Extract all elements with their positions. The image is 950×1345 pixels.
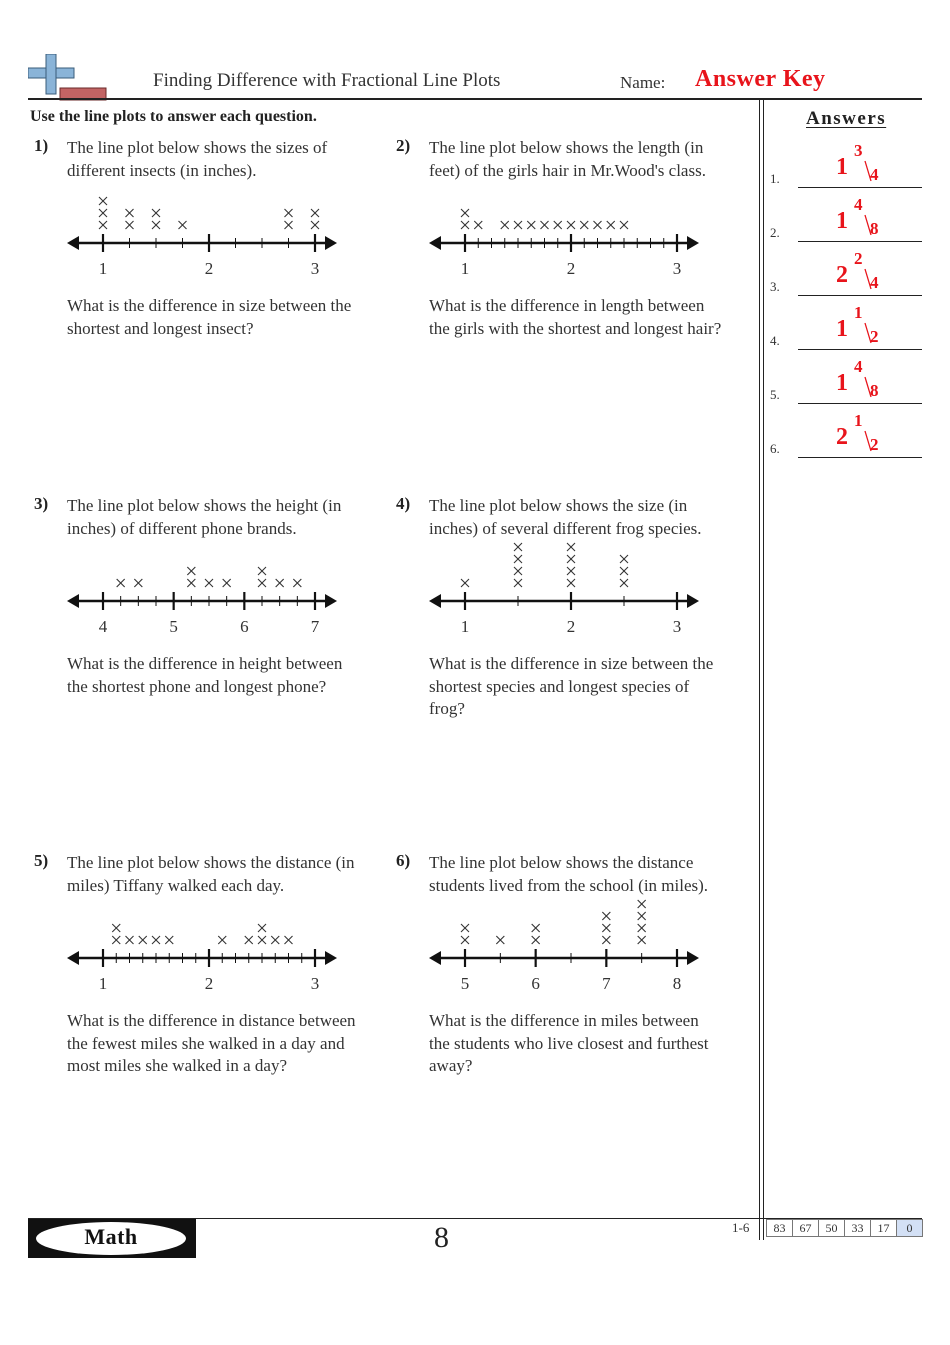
tick-label: 2 <box>204 259 214 278</box>
axis-arrow-right <box>687 951 699 965</box>
tick-label: 1 <box>460 259 470 278</box>
plot-x-mark <box>638 936 646 944</box>
plot-x-mark <box>258 936 266 944</box>
answer-denominator: 8 <box>870 219 879 238</box>
axis-arrow-right <box>325 951 337 965</box>
plot-x-mark <box>134 579 142 587</box>
answer-denominator: 2 <box>870 435 879 454</box>
question-prompt-line: The line plot below shows the distance (in <box>67 853 355 872</box>
tick-label: 7 <box>310 617 320 636</box>
question-prompt-line: The line plot below shows the distance <box>429 853 694 872</box>
question-prompt-line: students lived from the school (in miles). <box>429 875 709 895</box>
tick-label: 6 <box>240 617 249 636</box>
plot-x-mark <box>99 221 107 229</box>
answer-key-label: Answer Key <box>695 66 826 92</box>
score-cell: 17 <box>871 1220 897 1237</box>
plot-x-mark <box>461 221 469 229</box>
tick-label: 1 <box>98 974 108 993</box>
question-number: 2) <box>396 136 411 155</box>
score-cell: 0 <box>897 1220 923 1237</box>
plot-x-mark <box>285 936 293 944</box>
plot-x-mark <box>258 567 266 575</box>
tick-label: 7 <box>602 974 611 993</box>
answer-row <box>768 409 924 463</box>
answer-number: 3. <box>770 279 780 294</box>
tick-label: 2 <box>566 259 576 278</box>
plot-x-mark <box>554 221 562 229</box>
question-prompt-line: inches) of different phone brands. <box>67 518 297 538</box>
plot-x-mark <box>567 555 575 563</box>
plot-x-mark <box>126 221 134 229</box>
plot-x-mark <box>514 567 522 575</box>
question-ask-line: shortest species and longest species of <box>429 676 690 696</box>
plot-x-mark <box>276 579 284 587</box>
question-prompt-line: inches) of several different frog species. <box>429 518 702 538</box>
answer-number: 4. <box>770 333 780 348</box>
answer-line <box>798 403 922 404</box>
question-prompt-line: different insects (in inches). <box>67 160 257 180</box>
answer-line <box>798 295 922 296</box>
question-ask-line: away? <box>429 1056 473 1075</box>
answer-whole: 1 <box>836 370 848 396</box>
plot-x-mark <box>514 579 522 587</box>
tick-label: 3 <box>310 259 320 278</box>
plot-x-mark <box>187 579 195 587</box>
answer-line <box>798 349 922 350</box>
line-plot <box>427 136 702 286</box>
tick-label: 1 <box>460 617 470 636</box>
answer-whole: 2 <box>836 262 848 288</box>
question-ask-line: What is the difference in miles between <box>429 1011 699 1030</box>
answer-row <box>768 193 924 247</box>
math-label: Math <box>84 1224 138 1249</box>
score-range-label: 1-6 <box>732 1220 750 1235</box>
line-plot <box>65 136 340 286</box>
question-number: 4) <box>396 494 411 513</box>
tick-label: 1 <box>98 259 108 278</box>
question-prompt-line: The line plot below shows the size (in <box>429 496 688 515</box>
answer-number: 2. <box>770 225 780 240</box>
question-ask-line: What is the difference in distance between <box>67 1011 356 1030</box>
worksheet-title: Finding Difference with Fractional Line Plots <box>153 70 501 91</box>
question-ask-line: most miles she walked in a day? <box>67 1056 288 1075</box>
question-ask-line: the students who live closest and furthest <box>429 1033 709 1053</box>
tick-label: 6 <box>531 974 540 993</box>
answer-denominator: 2 <box>870 327 879 346</box>
line-plot <box>65 494 340 644</box>
answer-whole: 1 <box>836 316 848 342</box>
plot-x-mark <box>514 221 522 229</box>
tick-label: 2 <box>204 974 214 993</box>
score-cell: 83 <box>767 1220 793 1237</box>
plot-x-mark <box>638 900 646 908</box>
plot-x-mark <box>567 579 575 587</box>
question-number: 3) <box>34 494 49 513</box>
plot-x-mark <box>514 555 522 563</box>
axis-arrow-right <box>325 594 337 608</box>
question-ask-line: What is the difference in length between <box>429 296 705 315</box>
math-cross-logo-icon <box>28 54 108 102</box>
answers-title: Answers <box>806 108 887 129</box>
axis-arrow-right <box>687 236 699 250</box>
answers-column-divider <box>759 100 760 1240</box>
plot-x-mark <box>165 936 173 944</box>
plot-x-mark <box>501 221 509 229</box>
answers-column-divider-inner <box>763 100 764 1240</box>
answer-whole: 2 <box>836 424 848 450</box>
answer-numerator: 1 <box>854 303 863 322</box>
plot-x-mark <box>223 579 231 587</box>
answer-row <box>768 139 924 193</box>
plot-x-mark <box>496 936 504 944</box>
tick-label: 4 <box>98 617 108 636</box>
axis-arrow-left <box>67 951 79 965</box>
question-ask-line: the fewest miles she walked in a day and <box>67 1033 345 1053</box>
tick-label: 3 <box>672 259 682 278</box>
score-cell: 33 <box>845 1220 871 1237</box>
plot-x-mark <box>112 936 120 944</box>
plot-x-mark <box>541 221 549 229</box>
plot-x-mark <box>527 221 535 229</box>
axis-arrow-left <box>67 236 79 250</box>
plot-x-mark <box>638 912 646 920</box>
tick-label: 3 <box>310 974 320 993</box>
plot-x-mark <box>179 221 187 229</box>
plot-x-mark <box>474 221 482 229</box>
tick-label: 5 <box>169 617 178 636</box>
axis-arrow-right <box>687 594 699 608</box>
plot-x-mark <box>594 221 602 229</box>
page-number: 8 <box>434 1221 449 1254</box>
answer-whole: 1 <box>836 208 848 234</box>
instructions: Use the line plots to answer each question. <box>30 108 317 125</box>
answer-denominator: 8 <box>870 381 879 400</box>
answer-line <box>798 457 922 458</box>
question-prompt-line: miles) Tiffany walked each day. <box>67 875 285 895</box>
plot-x-mark <box>461 936 469 944</box>
name-label: Name: <box>620 73 666 92</box>
plot-x-mark <box>285 209 293 217</box>
plot-x-mark <box>602 936 610 944</box>
answer-numerator: 2 <box>854 249 863 268</box>
line-plot <box>427 494 702 644</box>
question-number: 5) <box>34 851 49 870</box>
answer-numerator: 4 <box>854 195 863 214</box>
axis-arrow-left <box>429 951 441 965</box>
plot-x-mark <box>112 924 120 932</box>
plot-x-mark <box>638 924 646 932</box>
plot-x-mark <box>620 555 628 563</box>
header-divider <box>28 98 922 100</box>
plot-x-mark <box>117 579 125 587</box>
plot-x-mark <box>461 579 469 587</box>
answer-denominator: 4 <box>870 273 879 292</box>
plot-x-mark <box>580 221 588 229</box>
plot-x-mark <box>514 543 522 551</box>
plot-x-mark <box>620 567 628 575</box>
question-ask-line: What is the difference in size between the <box>429 654 714 673</box>
tick-label: 8 <box>672 974 682 993</box>
plot-x-mark <box>271 936 279 944</box>
plot-x-mark <box>532 924 540 932</box>
plot-x-mark <box>285 221 293 229</box>
answer-number: 5. <box>770 387 780 402</box>
answer-line <box>798 241 922 242</box>
plot-x-mark <box>99 197 107 205</box>
axis-arrow-left <box>429 236 441 250</box>
question-number: 1) <box>34 136 49 155</box>
plot-x-mark <box>99 209 107 217</box>
answer-number: 6. <box>770 441 780 456</box>
plot-x-mark <box>258 579 266 587</box>
line-plot <box>65 851 340 1001</box>
plot-x-mark <box>311 221 319 229</box>
question-ask-line: What is the difference in size between the <box>67 296 352 315</box>
plot-x-mark <box>258 924 266 932</box>
question-ask-line: the shortest phone and longest phone? <box>67 676 327 696</box>
question-ask-line: frog? <box>429 699 465 718</box>
plot-x-mark <box>152 936 160 944</box>
plot-x-mark <box>126 209 134 217</box>
axis-arrow-left <box>429 594 441 608</box>
tick-label: 3 <box>672 617 682 636</box>
question-number: 6) <box>396 851 411 870</box>
answer-number: 1. <box>770 171 780 186</box>
tick-label: 2 <box>566 617 576 636</box>
plot-x-mark <box>567 221 575 229</box>
question-prompt-line: feet) of the girls hair in Mr.Wood's class. <box>429 160 706 180</box>
plot-x-mark <box>139 936 147 944</box>
plot-x-mark <box>126 936 134 944</box>
answer-line <box>798 187 922 188</box>
plot-x-mark <box>218 936 226 944</box>
plot-x-mark <box>620 221 628 229</box>
score-table <box>766 1219 923 1237</box>
answer-row <box>768 301 924 355</box>
plot-x-mark <box>602 912 610 920</box>
axis-arrow-right <box>325 236 337 250</box>
question-prompt-line: The line plot below shows the sizes of <box>67 138 328 157</box>
line-plot <box>427 851 702 1001</box>
plot-x-mark <box>152 209 160 217</box>
question-ask-line: What is the difference in height between <box>67 654 343 673</box>
math-badge <box>28 1219 196 1258</box>
plot-x-mark <box>567 543 575 551</box>
plot-x-mark <box>311 209 319 217</box>
answer-numerator: 1 <box>854 411 863 430</box>
question-ask-line: shortest and longest insect? <box>67 318 254 338</box>
plot-x-mark <box>205 579 213 587</box>
plot-x-mark <box>607 221 615 229</box>
question-ask-line: the girls with the shortest and longest hair? <box>429 318 722 338</box>
answer-numerator: 3 <box>854 141 863 160</box>
plot-x-mark <box>245 936 253 944</box>
answer-denominator: 4 <box>870 165 879 184</box>
tick-label: 5 <box>460 974 470 993</box>
plot-x-mark <box>293 579 301 587</box>
plot-x-mark <box>602 924 610 932</box>
answer-numerator: 4 <box>854 357 863 376</box>
plot-x-mark <box>620 579 628 587</box>
plot-x-mark <box>461 924 469 932</box>
answer-row <box>768 247 924 301</box>
plot-x-mark <box>152 221 160 229</box>
question-prompt-line: The line plot below shows the height (in <box>67 496 342 515</box>
plot-x-mark <box>187 567 195 575</box>
score-cell: 67 <box>793 1220 819 1237</box>
question-prompt-line: The line plot below shows the length (in <box>429 138 704 157</box>
plot-x-mark <box>567 567 575 575</box>
answer-whole: 1 <box>836 154 848 180</box>
score-cell: 50 <box>819 1220 845 1237</box>
answer-row <box>768 355 924 409</box>
plot-x-mark <box>532 936 540 944</box>
axis-arrow-left <box>67 594 79 608</box>
plot-x-mark <box>461 209 469 217</box>
